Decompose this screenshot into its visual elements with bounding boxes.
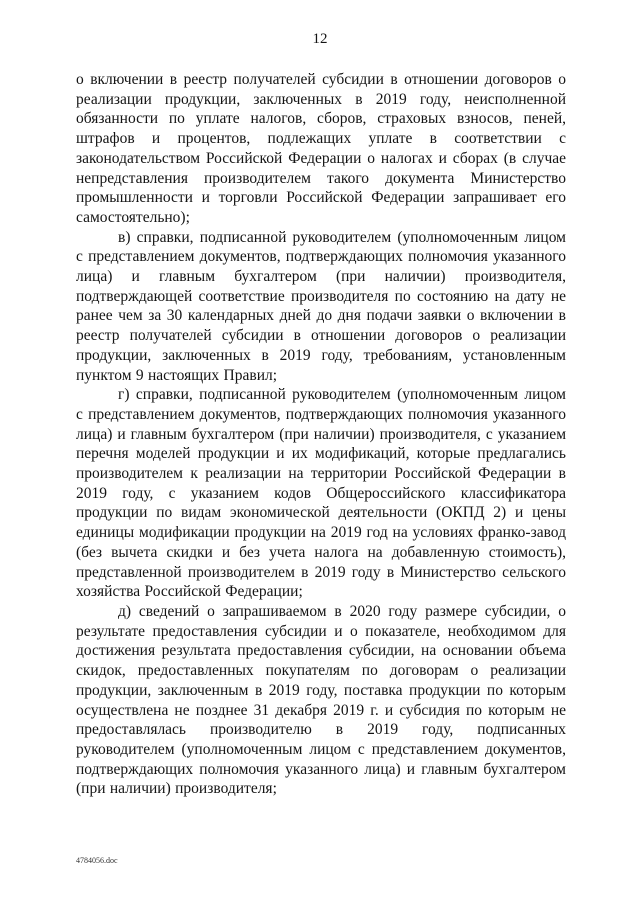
paragraph-continuation: о включении в реестр получателей субсидии в отношении договоров о реализации продукции, заключенных в 2019 году, неисполненной обязанности по уплате налогов, сборов, страховых взносов, пеней, штрафов и процентов, подлежащих уплате в соответствии с законодательством Российской Федерации о налогах и сборах (в случае непредставления производителем такого документа Министерство промышленности и торговли Российской Федерации запрашивает его самостоятельно);: [76, 71, 566, 226]
footer-filename: 4784056.doc: [76, 856, 118, 865]
paragraph-item-g: г) справки, подписанной руководителем (уполномоченным лицом с представлением документов, подтверждающих полномочия указанного лица) и главным бухгалтером (при наличии) производителя, с указанием перечня моделей продукции и их модификаций, которые предлагались производителем к реализации на территории Российской Федерации в 2019 году, с указанием кодов Общероссийского классификатора продукции по видам экономической деятельности (ОКПД 2) и цены единицы модификации продукции на 2019 год на условиях франко-завод (без вычета скидки и без учета налога на добавленную стоимость), представленной производителем в 2019 году в Министерство сельского хозяйства Российской Федерации;: [76, 386, 566, 601]
paragraph-item-v: в) справки, подписанной руководителем (уполномоченным лицом с представлением документов, подтверждающих полномочия указанного лица) и главным бухгалтером (при наличии) производителя, подтверждающей соответствие производителя по состоянию на дату не ранее чем за 30 календарных дней до дня подачи заявки о включении в реестр получателей субсидии в отношении договоров о реализации продукции, заключенных в 2019 году, требованиям, установленным пунктом 9 настоящих Правил;: [76, 228, 566, 384]
page-number: 12: [312, 31, 328, 47]
document-body: [76, 70, 566, 799]
paragraph-item-d: д) сведений о запрашиваемом в 2020 году размере субсидии, о результате предоставления субсидии и о показателе, необходимом для достижения результата предоставления субсидии, на основании объема скидок, предоставленных покупателям по договорам о реализации продукции, заключенным в 2019 году, поставка продукции по которым осуществлена не позднее 31 декабря 2019 г. и субсидия по которым не предоставлялась производителю в 2019 году, подписанных руководителем (уполномоченным лицом с представлением документов, подтверждающих полномочия указанного лица) и главным бухгалтером (при наличии) производителя;: [76, 602, 566, 798]
